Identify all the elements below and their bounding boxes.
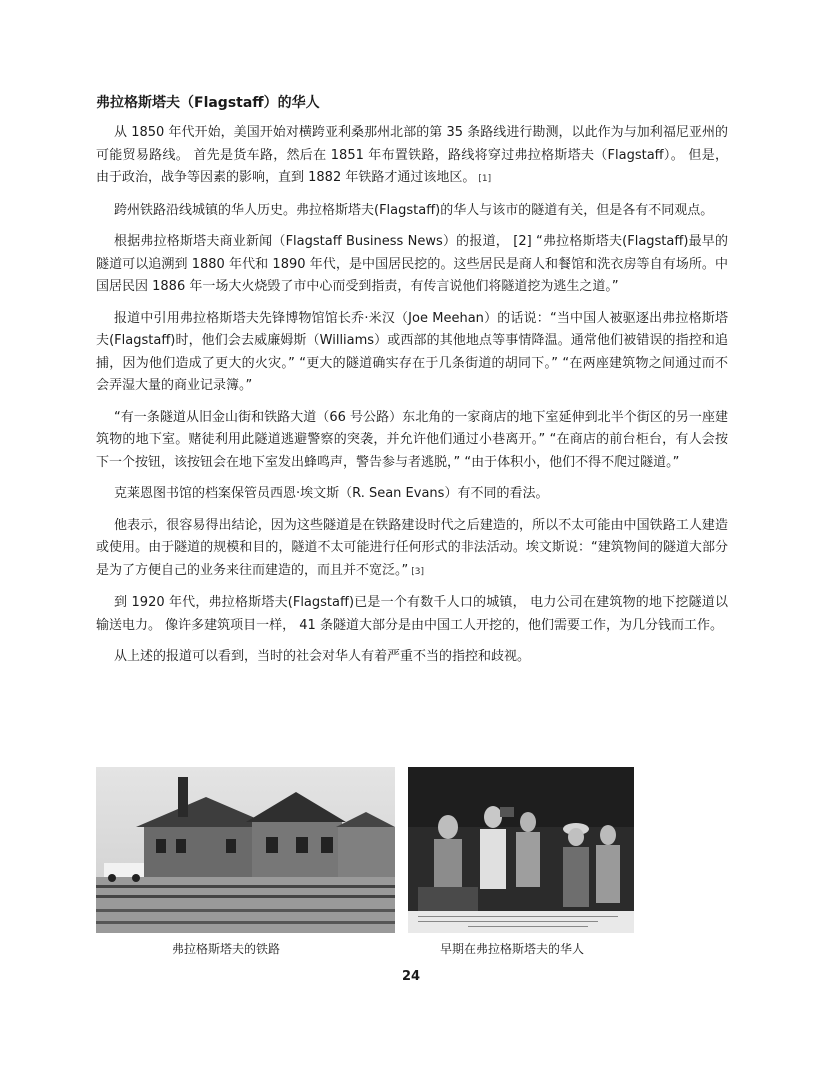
paragraph-text: 从 1850 年代开始，美国开始对横跨亚利桑那州北部的第 35 条路线进行勘测，以此作为与加利福尼亚州的可能贸易路线。 首先是货车路，然后在 1851 年布置铁路，路线将穿过弗拉格斯塔夫（Flagstaff）。 但是，由于政治，战争等因素的影响，直到 1882 年铁路才通过该地区。 — [96, 125, 728, 185]
paragraph — [96, 646, 728, 669]
section-heading: 弗拉格斯塔夫（Flagstaff）的华人 — [96, 95, 320, 111]
page-number: 24 — [401, 969, 421, 984]
photo-row — [96, 767, 636, 937]
document-body — [96, 92, 728, 678]
paragraph-list — [96, 122, 728, 669]
paragraph-text: 从上述的报道可以看到，当时的社会对华人有着严重不当的指控和歧视。 — [114, 649, 531, 664]
photo1-caption: 弗拉格斯塔夫的铁路 — [172, 942, 281, 956]
paragraph — [96, 483, 728, 506]
paragraph-text: 根据弗拉格斯塔夫商业新闻（Flagstaff Business News）的报道， [2] “弗拉格斯塔夫(Flagstaff)最早的隧道可以追溯到 1880 年代和 1890 年代，是中国居民挖的。这些居民是商人和餐馆和洗衣房等自有场所。中国居民因 1886 年一场大火烧毁了市中心而受到指责，有传言说他们将隧道挖为逃生之道。” — [96, 234, 728, 294]
paragraph-text: 到 1920 年代，弗拉格斯塔夫(Flagstaff)已是一个有数千人口的城镇， 电力公司在建筑物的地下挖隧道以输送电力。 像许多建筑项目一样， 41 条隧道大部分是由中国工人开挖的，他们需要工作，为几分钱而工作。 — [96, 595, 728, 633]
paragraph-text: 他表示，很容易得出结论，因为这些隧道是在铁路建设时代之后建造的，所以不太可能由中国铁路工人建造或使用。由于隧道的规模和目的，隧道不太可能进行任何形式的非法活动。埃文斯说：“建筑物间的隧道大部分是为了方便自己的业务来往而建造的，而且并不宽泛。” — [96, 517, 728, 578]
chinese-people-photo — [408, 767, 634, 933]
reference-marker: [1] — [478, 174, 492, 184]
paragraph-text: 报道中引用弗拉格斯塔夫先锋博物馆馆长乔·米汉（Joe Meehan）的话说：“当中国人被驱逐出弗拉格斯塔夫(Flagstaff)时，他们会去威廉姆斯（Williams）或西部的其他地点等事情降温。通常他们被错误的指控和追捕，因为他们造成了更大的火灾。” “更大的隧道确实存在于几条街道的胡同下。” “在两座建筑物之间通过而不会弄湿大量的商业记录簿。” — [96, 310, 728, 393]
paragraph-text: 跨州铁路沿线城镇的华人历史。弗拉格斯塔夫(Flagstaff)的华人与该市的隧道有关，但是各有不同观点。 — [114, 202, 714, 218]
railroad-station-photo — [96, 767, 395, 933]
paragraph — [96, 592, 728, 637]
paragraph — [96, 515, 728, 584]
photo-caption-strip — [408, 911, 634, 933]
photo2-caption: 早期在弗拉格斯塔夫的华人 — [440, 942, 585, 956]
paragraph — [96, 200, 728, 223]
paragraph — [96, 407, 728, 475]
paragraph-text: 克莱恩图书馆的档案保管员西恩·埃文斯（R. Sean Evans）有不同的看法。 — [114, 486, 549, 501]
paragraph — [96, 231, 728, 299]
paragraph — [96, 122, 728, 191]
reference-marker: [3] — [411, 566, 424, 577]
paragraph — [96, 308, 728, 398]
paragraph-text: “有一条隧道从旧金山街和铁路大道（66 号公路）东北角的一家商店的地下室延伸到北半个街区的另一座建筑物的地下室。赌徒利用此隧道逃避警察的突袭，并允许他们通过小巷离开。” “在商店的前台柜台，有人会按下一个按钮，该按钮会在地下室发出蜂鸣声，警告参与者逃脱，” “由于体积小，他们不得不爬过隧道。” — [96, 409, 728, 470]
